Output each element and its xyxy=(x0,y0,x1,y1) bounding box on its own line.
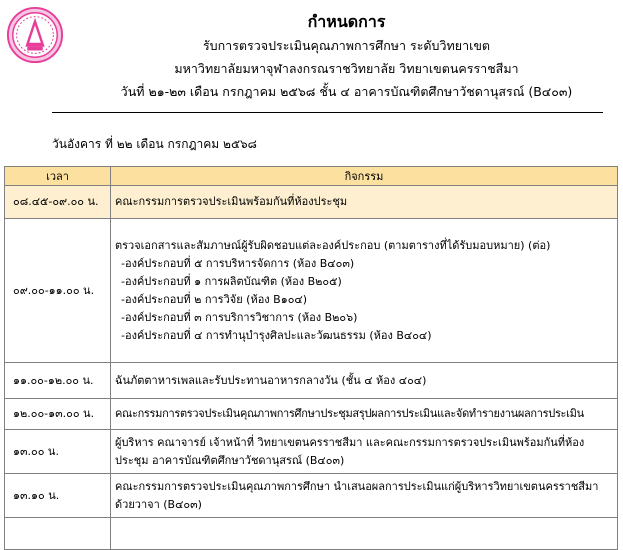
column-header-time: เวลา xyxy=(5,167,111,186)
table-row xyxy=(5,363,618,399)
table-row xyxy=(5,430,618,474)
table-row xyxy=(5,399,618,430)
time-cell: ๐๘.๔๕-๐๙.๐๐ น. xyxy=(5,186,111,219)
activity-text: ตรวจเอกสารและสัมภาษณ์ผู้รับผิดชอบแต่ละองค์ประกอบ (ตามตารางที่ได้รับมอบหมาย) (ต่อ) xyxy=(115,238,551,252)
activity-text: ฉันภัตตาหารเพลและรับประทานอาหารกลางวัน (ชั้น ๔ ห้อง ๔๐๔) xyxy=(115,373,427,387)
table-row xyxy=(5,219,618,363)
schedule-date: วันอังคาร ที่ ๒๒ เดือน กรกฎาคม ๒๕๖๘ xyxy=(52,137,257,151)
activity-text: ผู้บริหาร คณาจารย์ เจ้าหน้าที่ วิทยาเขตนครราชสีมา และคณะกรรมการตรวจประเมินพร้อมกันที่ห้อง xyxy=(115,435,585,449)
table-row xyxy=(5,518,618,550)
time-cell: ๐๙.๐๐-๑๑.๐๐ น. xyxy=(5,219,111,363)
component-item: -องค์ประกอบที่ ๕ การบริหารจัดการ (ห้อง B๔๐๓) xyxy=(121,256,355,270)
activity-cell xyxy=(111,518,618,550)
activity-text: ด้วยวาจา (B๔๐๓) xyxy=(115,497,202,511)
activity-cell xyxy=(111,186,618,219)
activity-cell xyxy=(111,363,618,399)
activity-cell xyxy=(111,430,618,474)
time-cell: ๑๒.๐๐-๑๓.๐๐ น. xyxy=(5,399,111,430)
time-cell xyxy=(5,518,111,550)
activity-cell xyxy=(111,399,618,430)
subtitle-line-1: รับการตรวจประเมินคุณภาพการศึกษา ระดับวิทยาเขต xyxy=(202,38,491,53)
subtitle-line-3: วันที่ ๒๑-๒๓ เดือน กรกฎาคม ๒๕๖๘ ชั้น ๔ อาคารบัณฑิตศึกษาวัชดานุสรณ์ (B๔๐๓) xyxy=(120,84,573,99)
column-header-activity: กิจกรรม xyxy=(111,167,618,186)
subtitle-line-2: มหาวิทยาลัยมหาจุฬาลงกรณราชวิทยาลัย วิทยาเขตนครราชสีมา xyxy=(174,61,519,76)
header-divider xyxy=(52,112,603,113)
activity-cell xyxy=(111,219,618,363)
time-cell: ๑๓.๑๐ น. xyxy=(5,474,111,518)
component-item: -องค์ประกอบที่ ๑ การผลิตบัณฑิต (ห้อง B๒๐๕) xyxy=(121,274,342,288)
component-item: -องค์ประกอบที่ ๒ การวิจัย (ห้อง B๑๐๔) xyxy=(121,292,308,306)
time-cell: ๑๓.๐๐ น. xyxy=(5,430,111,474)
table-row xyxy=(5,474,618,518)
activity-text: คณะกรรมการตรวจประเมินคุณภาพการศึกษา นำเสนอผลการประเมินแก่ผู้บริหารวิทยาเขตนครราชสีมา xyxy=(115,479,599,493)
activity-text: คณะกรรมการตรวจประเมินคุณภาพการศึกษาประชุมสรุปผลการประเมินและจัดทำรายงานผลการประเมิน xyxy=(115,407,584,420)
table-row xyxy=(5,186,618,219)
university-logo-icon xyxy=(6,6,64,64)
table-header-row xyxy=(5,167,618,186)
component-item: -องค์ประกอบที่ ๓ การบริการวิชาการ (ห้อง B๒๐๖) xyxy=(121,310,358,324)
activity-text: ประชุม อาคารบัณฑิตศึกษาวัชดานุสรณ์ (B๔๐๓) xyxy=(115,453,345,467)
activity-cell xyxy=(111,474,618,518)
document-title: กำหนดการ xyxy=(307,12,386,31)
schedule-table xyxy=(4,166,618,550)
component-item: -องค์ประกอบที่ ๔ การทำนุบำรุงศิลปะและวัฒนธรรม (ห้อง B๔๐๔) xyxy=(121,328,432,342)
time-cell: ๑๑.๐๐-๑๒.๐๐ น. xyxy=(5,363,111,399)
activity-text: คณะกรรมการตรวจประเมินพร้อมกันที่ห้องประชุม xyxy=(115,195,348,208)
